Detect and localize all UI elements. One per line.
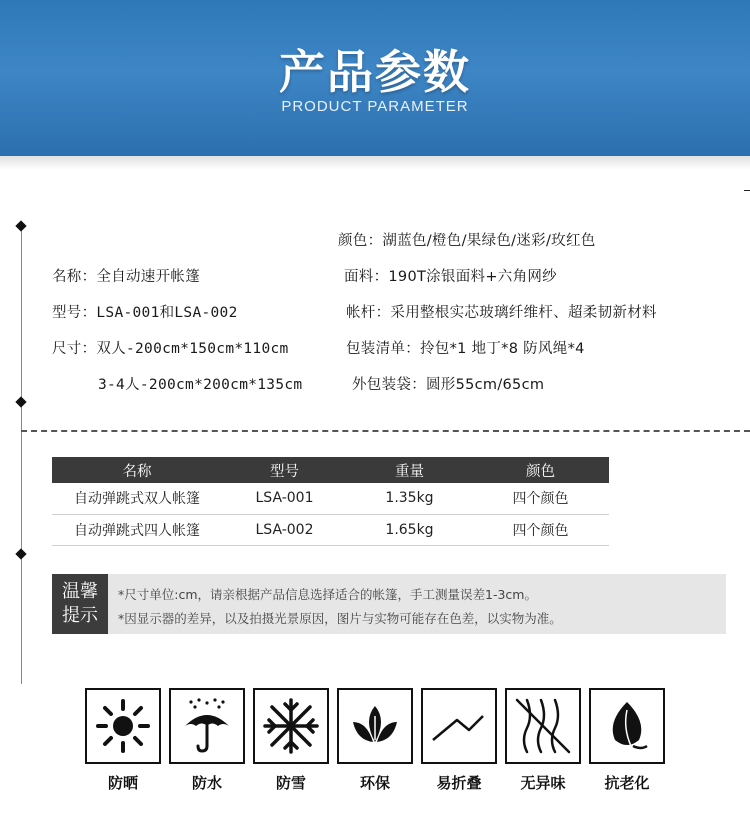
param-packing: 包装清单：拎包*1 地丁*8 防风绳*4 bbox=[346, 341, 585, 357]
feature-snowproof bbox=[253, 688, 329, 793]
param-size: 尺寸：双人-200cm*150cm*110cm bbox=[52, 341, 289, 357]
table-cell: 四个颜色 bbox=[472, 514, 609, 545]
table-header-cell: 型号 bbox=[222, 457, 347, 483]
table-cell: 1.65kg bbox=[347, 514, 472, 545]
page-title: 产品参数 bbox=[279, 45, 471, 99]
feature-icon-box bbox=[253, 688, 329, 764]
dashed-divider bbox=[21, 430, 750, 432]
snowflake-icon bbox=[261, 696, 321, 756]
sun-icon bbox=[93, 696, 153, 756]
spec-table bbox=[52, 457, 609, 546]
leaf-icon bbox=[345, 696, 405, 756]
warm-tip-label-line: 提示 bbox=[62, 605, 98, 626]
table-header-cell: 名称 bbox=[52, 457, 222, 483]
table-cell: LSA-001 bbox=[222, 483, 347, 514]
feature-icon-box bbox=[421, 688, 497, 764]
table-row bbox=[52, 483, 609, 514]
param-name: 名称：全自动速开帐篷 bbox=[52, 269, 200, 285]
feature-label: 无异味 bbox=[520, 774, 566, 792]
header-banner bbox=[0, 0, 750, 156]
feature-icon-box bbox=[169, 688, 245, 764]
warm-tip-label bbox=[52, 574, 108, 634]
feature-icon-box bbox=[85, 688, 161, 764]
page-subtitle: PRODUCT PARAMETER bbox=[281, 98, 469, 115]
param-color: 颜色：湖蓝色/橙色/果绿色/迷彩/玫红色 bbox=[338, 233, 596, 249]
param-fabric: 面料：190T涂银面料+六角网纱 bbox=[344, 269, 557, 285]
feature-icon-box bbox=[337, 688, 413, 764]
warm-tip-label-line: 温馨 bbox=[62, 581, 98, 602]
table-header-row bbox=[52, 457, 609, 483]
feature-sunproof bbox=[85, 688, 161, 793]
param-outer-bag: 外包装袋：圆形55cm/65cm bbox=[352, 377, 545, 393]
table-cell: 1.35kg bbox=[347, 483, 472, 514]
feature-anti-aging bbox=[589, 688, 665, 793]
fold-icon bbox=[429, 696, 489, 756]
warm-tip-text: *尺寸单位:cm，请亲根据产品信息选择适合的帐篷，手工测量误差1-3cm。 bbox=[118, 587, 537, 602]
feature-label: 环保 bbox=[359, 774, 390, 792]
table-header-cell: 重量 bbox=[347, 457, 472, 483]
divider-tick bbox=[744, 190, 750, 191]
feature-foldable bbox=[421, 688, 497, 793]
feature-eco bbox=[337, 688, 413, 793]
table-cell: 自动弹跳式四人帐篷 bbox=[52, 514, 222, 545]
feature-label: 易折叠 bbox=[436, 774, 482, 792]
banner-shadow bbox=[0, 156, 750, 170]
warm-tip-text: *因显示器的差异，以及拍摄光景原因，图片与实物可能存在色差，以实物为准。 bbox=[118, 611, 562, 626]
diamond-marker bbox=[15, 548, 26, 559]
param-pole: 帐杆：采用整根实芯玻璃纤维杆、超柔韧新材料 bbox=[346, 305, 657, 321]
table-header-cell: 颜色 bbox=[472, 457, 609, 483]
feature-waterproof bbox=[169, 688, 245, 793]
no-odor-icon bbox=[513, 696, 573, 756]
diamond-marker bbox=[15, 220, 26, 231]
table-cell: 自动弹跳式双人帐篷 bbox=[52, 483, 222, 514]
table-row bbox=[52, 514, 609, 545]
table-cell: 四个颜色 bbox=[472, 483, 609, 514]
feature-icon-box bbox=[505, 688, 581, 764]
feature-label: 抗老化 bbox=[604, 774, 650, 792]
umbrella-icon bbox=[177, 696, 237, 756]
diamond-marker bbox=[15, 396, 26, 407]
anti-aging-leaf-icon bbox=[597, 696, 657, 756]
left-guide-line bbox=[21, 224, 22, 684]
feature-odorless bbox=[505, 688, 581, 793]
feature-label: 防晒 bbox=[107, 774, 138, 792]
feature-label: 防雪 bbox=[275, 774, 306, 792]
param-model: 型号：LSA-001和LSA-002 bbox=[52, 305, 238, 321]
feature-icon-box bbox=[589, 688, 665, 764]
table-cell: LSA-002 bbox=[222, 514, 347, 545]
param-size-4p: 3-4人-200cm*200cm*135cm bbox=[98, 377, 303, 393]
warm-tip-box bbox=[52, 574, 726, 634]
feature-label: 防水 bbox=[191, 774, 222, 792]
